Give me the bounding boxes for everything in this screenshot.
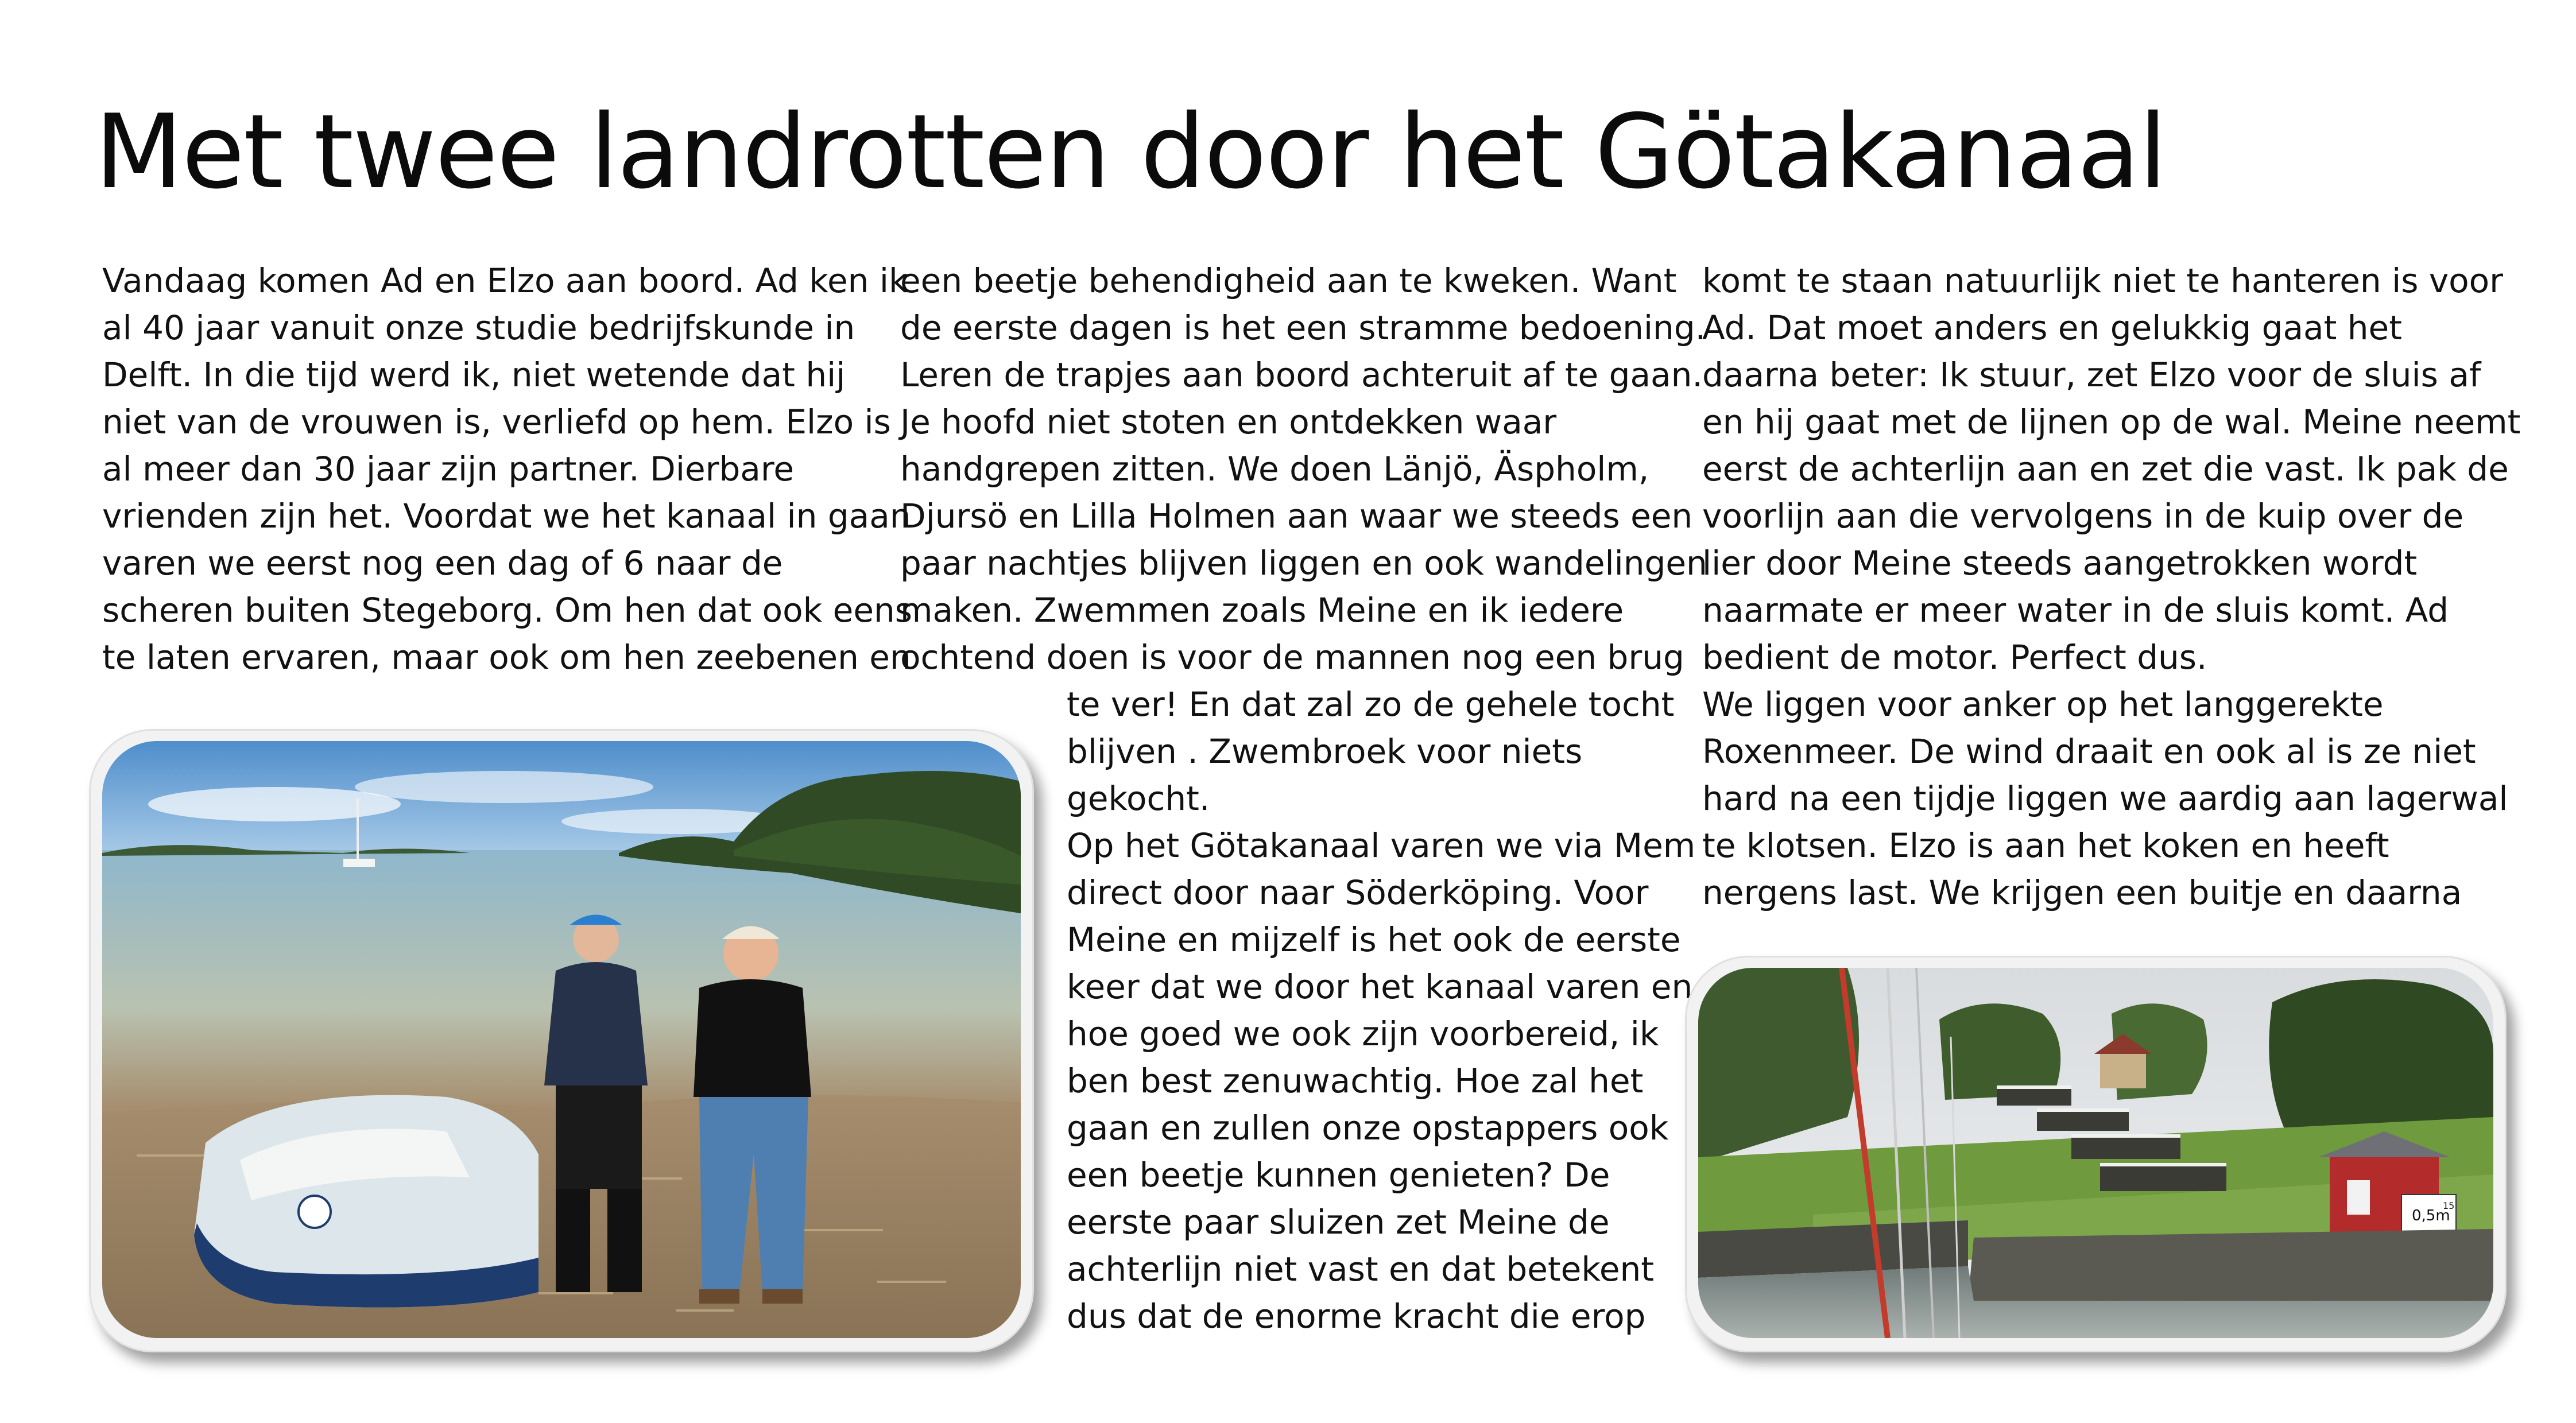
- photo-canal-locks-frame: [1685, 956, 2507, 1352]
- column-2-top-line: maken. Zwemmen zoals Meine en ik iedere: [900, 591, 1624, 630]
- column-3-line: Ad. Dat moet anders en gelukkig gaat het: [1702, 308, 2402, 347]
- column-3-line: daarna beter: Ik stuur, zet Elzo voor de sluis af: [1702, 355, 2481, 394]
- column-3-line: te klotsen. Elzo is aan het koken en heeft: [1702, 826, 2389, 865]
- column-2-top-line: Leren de trapjes aan boord achteruit af te gaan.: [900, 355, 1703, 394]
- column-1-line: scheren buiten Stegeborg. Om hen dat ook eens: [102, 591, 912, 630]
- column-2-bottom-line: direct door naar Söderköping. Voor: [1067, 873, 1649, 912]
- column-3-line: komt te staan natuurlijk niet te hanteren is voor: [1702, 261, 2504, 300]
- column-1-line: al meer dan 30 jaar zijn partner. Dierbare: [102, 449, 795, 488]
- column-2-bottom-line: achterlijn niet vast en dat betekent: [1067, 1250, 1655, 1289]
- column-2-bottom-line: keer dat we door het kanaal varen en: [1067, 967, 1693, 1006]
- column-2-bottom-line: ben best zenuwachtig. Hoe zal het: [1067, 1061, 1644, 1100]
- column-2-bottom-line: hoe goed we ook zijn voorbereid, ik: [1067, 1014, 1659, 1053]
- column-3-line: hard na een tijdje liggen we aardig aan lagerwal: [1702, 779, 2508, 818]
- column-2-top-line: Djursö en Lilla Holmen aan waar we steeds een: [900, 497, 1693, 536]
- locks-photo-svg: [1698, 968, 2493, 1338]
- column-2-bottom-line: blijven . Zwembroek voor niets: [1067, 732, 1583, 771]
- column-2-bottom-line: een beetje kunnen genieten? De: [1067, 1156, 1610, 1195]
- shore-photo-svg: [102, 741, 1021, 1338]
- column-3-line: nergens last. We krijgen een buitje en daarna: [1702, 873, 2462, 912]
- lock-sign-depth: 0,5m: [2412, 1207, 2450, 1224]
- column-2-top-line: paar nachtjes blijven liggen en ook wandelingen: [900, 544, 1707, 583]
- column-3-line: eerst de achterlijn aan en zet die vast. Ik pak de: [1702, 449, 2509, 488]
- column-2-top-line: de eerste dagen is het een stramme bedoening.: [900, 308, 1706, 347]
- photo-shore-dinghy: [102, 741, 1021, 1338]
- column-2-top-line: ochtend doen is voor de mannen nog een brug: [900, 638, 1684, 677]
- column-2-bottom-line: te ver! En dat zal zo de gehele tocht: [1067, 685, 1675, 724]
- column-1-line: te laten ervaren, maar ook om hen zeebenen en: [102, 638, 911, 677]
- column-1-line: niet van de vrouwen is, verliefd op hem. Elzo is: [102, 402, 891, 441]
- article-title: Met twee landrotten door het Götakanaal: [95, 92, 2166, 211]
- column-2-bottom-line: eerste paar sluizen zet Meine de: [1067, 1203, 1610, 1242]
- column-1-line: al 40 jaar vanuit onze studie bedrijfskunde in: [102, 308, 855, 347]
- column-1-line: varen we eerst nog een dag of 6 naar de: [102, 544, 783, 583]
- column-2-bottom-line: gekocht.: [1067, 779, 1210, 818]
- column-2-bottom-line: dus dat de enorme kracht die erop: [1067, 1297, 1646, 1336]
- column-2-top-line: een beetje behendigheid aan te kweken. Want: [900, 261, 1677, 300]
- column-2-bottom-line: Op het Götakanaal varen we via Mem: [1067, 826, 1696, 865]
- column-1-line: Delft. In die tijd werd ik, niet wetende dat hij: [102, 355, 846, 394]
- photo-shore-dinghy-frame: [89, 729, 1034, 1352]
- column-2-top-line: Je hoofd niet stoten en ontdekken waar: [900, 402, 1557, 441]
- column-2-bottom-line: Meine en mijzelf is het ook de eerste: [1067, 920, 1681, 959]
- column-3-line: en hij gaat met de lijnen op de wal. Meine neemt: [1702, 402, 2521, 441]
- column-3-line: We liggen voor anker op het langgerekte: [1702, 685, 2384, 724]
- column-2-top-line: handgrepen zitten. We doen Länjö, Äspholm,: [900, 449, 1649, 488]
- photo-canal-locks: [1698, 968, 2493, 1338]
- column-3-line: naarmate er meer water in de sluis komt. Ad: [1702, 591, 2449, 630]
- column-2-bottom-line: gaan en zullen onze opstappers ook: [1067, 1108, 1669, 1147]
- lock-sign-number: 15: [2443, 1200, 2455, 1211]
- column-1-line: vrienden zijn het. Voordat we het kanaal in gaan: [102, 497, 911, 536]
- column-3-line: bedient de motor. Perfect dus.: [1702, 638, 2207, 677]
- column-3-line: lier door Meine steeds aangetrokken wordt: [1702, 544, 2418, 583]
- column-3-line: voorlijn aan die vervolgens in de kuip over de: [1702, 497, 2464, 536]
- column-1-line: Vandaag komen Ad en Elzo aan boord. Ad ken ik: [102, 261, 908, 300]
- column-3-line: Roxenmeer. De wind draait en ook al is ze niet: [1702, 732, 2476, 771]
